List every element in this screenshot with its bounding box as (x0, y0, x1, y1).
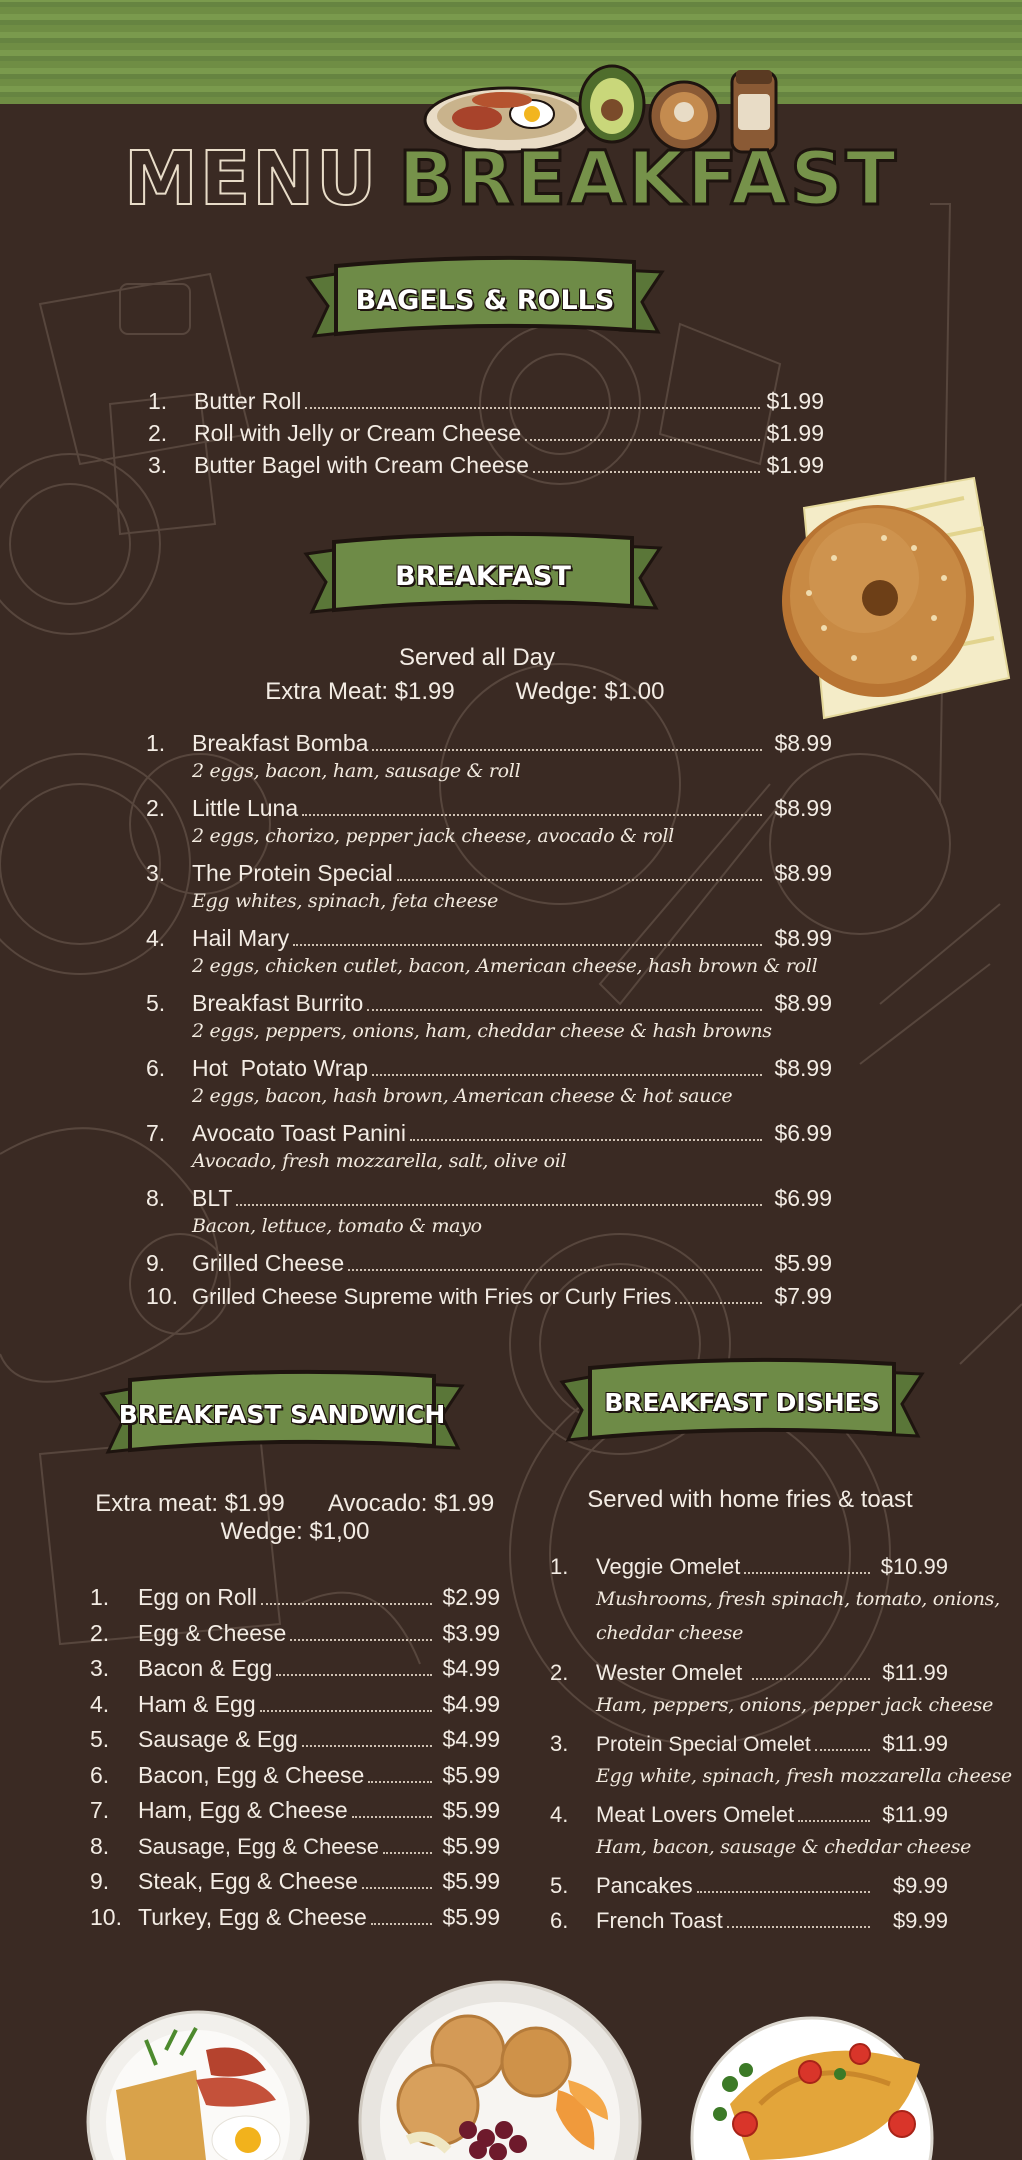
list-item: 10. Turkey, Egg & Cheese $5.99 (90, 1904, 500, 1930)
list-item: 1. Butter Roll $1.99 (148, 388, 824, 414)
item-description: 2 eggs, peppers, onions, ham, cheddar cheese & hash browns (192, 1020, 772, 1042)
list-item: 3. Protein Special Omelet $11.99 (550, 1731, 948, 1756)
item-description: Egg white, spinach, fresh mozzarella cheese (596, 1765, 1012, 1787)
list-item: 3. Butter Bagel with Cream Cheese $1.99 (148, 452, 824, 478)
eggs-bacon-plate-photo (86, 2010, 310, 2160)
item-description: Ham, bacon, sausage & cheddar cheese (596, 1836, 972, 1858)
list-item: 8. Sausage, Egg & Cheese $5.99 (90, 1833, 500, 1859)
item-description: 2 eggs, chicken cutlet, bacon, American cheese, hash brown & roll (192, 955, 818, 977)
bagel-photo (764, 468, 1014, 728)
list-item: 7. Ham, Egg & Cheese $5.99 (90, 1797, 500, 1823)
item-description: Ham, peppers, onions, pepper jack cheese (596, 1694, 994, 1716)
list-item: 9. Grilled Cheese $5.99 (146, 1250, 832, 1276)
list-item: 3. The Protein Special $8.99 (146, 860, 832, 886)
list-item: 5. Pancakes $9.99 (550, 1873, 948, 1898)
list-item: 7. Avocato Toast Panini $6.99 (146, 1120, 832, 1146)
title-solid-text: BREAKFAST (398, 136, 898, 222)
sandwich-banner (96, 1364, 468, 1464)
avocado-note: Avocado: $1.99 (327, 1490, 495, 1517)
menu-title (0, 136, 1022, 222)
list-item: 2. Egg & Cheese $3.99 (90, 1620, 500, 1646)
list-item: 9. Steak, Egg & Cheese $5.99 (90, 1868, 500, 1894)
item-description: Avocado, fresh mozzarella, salt, olive oil (192, 1150, 567, 1172)
extra-meat-note: Extra Meat: $1.99 (265, 678, 455, 705)
item-description: 2 eggs, bacon, ham, sausage & roll (192, 760, 521, 782)
list-item: 3. Bacon & Egg $4.99 (90, 1655, 500, 1681)
bagels-heading: BAGELS & ROLLS (355, 284, 615, 316)
item-description: 2 eggs, chorizo, pepper jack cheese, avocado & roll (192, 825, 674, 847)
list-item: 1. Breakfast Bomba $8.99 (146, 730, 832, 756)
wedge-note: Wedge: $1.00 (515, 678, 665, 705)
list-item: 4. Meat Lovers Omelet $11.99 (550, 1802, 948, 1827)
list-item: 10. Grilled Cheese Supreme with Fries or Curly Fries $7.99 (146, 1283, 832, 1309)
pancakes-plate-photo (358, 1980, 642, 2160)
wedge-note: Wedge: $1,00 (220, 1518, 370, 1545)
list-item: 4. Hail Mary $8.99 (146, 925, 832, 951)
bagels-banner (300, 252, 670, 348)
extra-meat-note: Extra meat: $1.99 (95, 1490, 285, 1517)
dishes-heading: BREAKFAST DISHES (604, 1387, 880, 1417)
list-item: 2. Little Luna $8.99 (146, 795, 832, 821)
list-item: 6. Hot Potato Wrap $8.99 (146, 1055, 832, 1081)
list-item: 8. BLT $6.99 (146, 1185, 832, 1211)
list-item: 5. Sausage & Egg $4.99 (90, 1726, 500, 1752)
list-item: 4. Ham & Egg $4.99 (90, 1691, 500, 1717)
dishes-banner (556, 1352, 928, 1452)
served-all-day-note: Served all Day (398, 644, 556, 671)
item-description: cheddar cheese (596, 1622, 744, 1644)
breakfast-heading: BREAKFAST (395, 560, 571, 592)
item-description: Bacon, lettuce, tomato & mayo (192, 1215, 482, 1237)
omelet-plate-photo (690, 2014, 936, 2160)
list-item: 6. Bacon, Egg & Cheese $5.99 (90, 1762, 500, 1788)
item-description: Egg whites, spinach, feta cheese (192, 890, 499, 912)
item-description: 2 eggs, bacon, hash brown, American cheese & hot sauce (192, 1085, 733, 1107)
item-description: Mushrooms, fresh spinach, tomato, onions, (596, 1588, 1000, 1610)
list-item: 5. Breakfast Burrito $8.99 (146, 990, 832, 1016)
list-item: 6. French Toast $9.99 (550, 1908, 948, 1933)
list-item: 1. Egg on Roll $2.99 (90, 1584, 500, 1610)
list-item: 1. Veggie Omelet $10.99 (550, 1554, 948, 1579)
title-outline-text: MENU (124, 136, 379, 222)
served-with-note: Served with home fries & toast (587, 1486, 913, 1513)
list-item: 2. Roll with Jelly or Cream Cheese $1.99 (148, 420, 824, 446)
breakfast-banner (298, 528, 668, 624)
sandwich-heading: BREAKFAST SANDWICH (118, 1399, 446, 1429)
list-item: 2. Wester Omelet $11.99 (550, 1660, 948, 1685)
